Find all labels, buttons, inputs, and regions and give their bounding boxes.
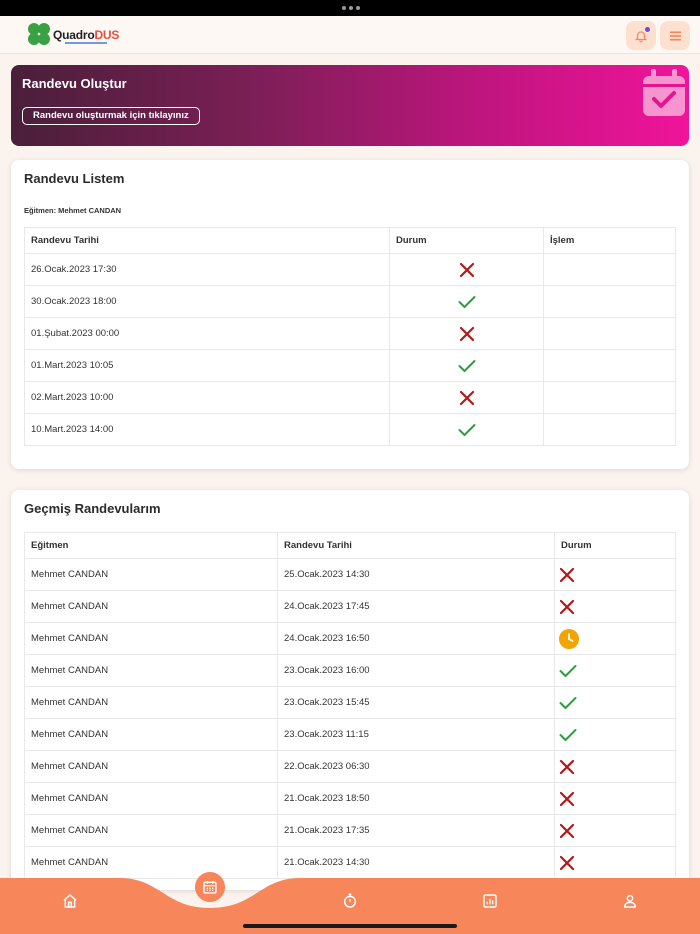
notifications-button[interactable] xyxy=(626,21,656,50)
cross-icon xyxy=(559,759,575,775)
appointment-action[interactable] xyxy=(544,382,676,414)
trainer-name: Mehmet CANDAN xyxy=(25,847,278,879)
cross-icon xyxy=(559,567,575,583)
appointment-date: 23.Ocak.2023 15:45 xyxy=(278,687,555,719)
cross-icon xyxy=(559,599,575,615)
trainer-name: Mehmet CANDAN xyxy=(25,687,278,719)
table-row xyxy=(25,591,676,623)
table-row xyxy=(25,847,676,879)
appointment-list-title: Randevu Listem xyxy=(24,171,125,186)
status-bar xyxy=(0,0,700,16)
cross-icon xyxy=(459,262,475,278)
logo-text-a: Quadro xyxy=(53,28,95,42)
table-row xyxy=(25,655,676,687)
trainer-line: Eğitmen: Mehmet CANDAN xyxy=(24,206,122,215)
create-appointment-button[interactable]: Randevu oluşturmak için tıklayınız xyxy=(22,107,200,125)
appointment-status xyxy=(390,254,544,286)
home-icon xyxy=(62,893,78,909)
nav-profile[interactable] xyxy=(616,887,644,915)
table-row[interactable] xyxy=(25,254,676,286)
appointment-date: 23.Ocak.2023 16:00 xyxy=(278,655,555,687)
cross-icon xyxy=(559,855,575,871)
appointment-date: 26.Ocak.2023 17:30 xyxy=(25,254,390,286)
appointment-date: 01.Şubat.2023 00:00 xyxy=(25,318,390,350)
check-icon xyxy=(559,696,577,710)
appointment-status xyxy=(555,719,676,751)
table-row xyxy=(25,559,676,591)
trainer-name: Mehmet CANDAN xyxy=(25,623,278,655)
appointment-action[interactable] xyxy=(544,318,676,350)
past-appointments-card xyxy=(11,490,689,890)
home-indicator[interactable] xyxy=(243,924,457,928)
table-row[interactable] xyxy=(25,318,676,350)
appointment-status xyxy=(555,815,676,847)
calendar-icon xyxy=(202,879,218,895)
appointment-date: 23.Ocak.2023 11:15 xyxy=(278,719,555,751)
check-icon xyxy=(458,423,476,437)
cross-icon xyxy=(559,791,575,807)
appointment-status xyxy=(555,623,676,655)
check-icon xyxy=(458,359,476,373)
table-header-row xyxy=(25,228,676,254)
table-header-row xyxy=(25,533,676,559)
check-icon xyxy=(559,664,577,678)
appointment-date: 21.Ocak.2023 17:35 xyxy=(278,815,555,847)
appointment-date: 21.Ocak.2023 18:50 xyxy=(278,783,555,815)
user-icon xyxy=(622,893,638,909)
nav-calendar[interactable] xyxy=(195,872,225,902)
table-row xyxy=(25,815,676,847)
check-icon xyxy=(559,728,577,742)
table-row xyxy=(25,719,676,751)
appointment-date: 30.Ocak.2023 18:00 xyxy=(25,286,390,318)
appointment-action[interactable] xyxy=(544,350,676,382)
appointment-action[interactable] xyxy=(544,414,676,446)
appointment-list-table xyxy=(24,227,676,446)
create-appointment-banner xyxy=(11,65,689,146)
hamburger-icon xyxy=(669,30,682,42)
clock-icon xyxy=(559,629,579,649)
appointment-status xyxy=(555,655,676,687)
table-row xyxy=(25,783,676,815)
logo-text xyxy=(53,28,119,42)
table-row[interactable] xyxy=(25,286,676,318)
logo-tagline xyxy=(65,42,107,44)
appointment-date: 21.Ocak.2023 14:30 xyxy=(278,847,555,879)
trainer-name: Mehmet CANDAN xyxy=(25,751,278,783)
appointment-action[interactable] xyxy=(544,286,676,318)
appointment-status xyxy=(390,382,544,414)
logo-text-b: DUS xyxy=(94,28,120,42)
appointment-status xyxy=(390,286,544,318)
nav-home[interactable] xyxy=(56,887,84,915)
cross-icon xyxy=(459,326,475,342)
table-row xyxy=(25,623,676,655)
col-date: Randevu Tarihi xyxy=(25,228,390,254)
calendar-check-icon xyxy=(641,68,687,118)
appointment-date: 24.Ocak.2023 16:50 xyxy=(278,623,555,655)
appointment-status xyxy=(555,847,676,879)
appointment-date: 25.Ocak.2023 14:30 xyxy=(278,559,555,591)
table-row[interactable] xyxy=(25,414,676,446)
appointment-status xyxy=(555,687,676,719)
past-appointments-title: Geçmiş Randevularım xyxy=(24,501,161,516)
multitask-dots[interactable] xyxy=(342,6,360,10)
appointment-status xyxy=(555,751,676,783)
cross-icon xyxy=(559,823,575,839)
table-row[interactable] xyxy=(25,350,676,382)
menu-button[interactable] xyxy=(660,21,690,50)
col-status: Durum xyxy=(390,228,544,254)
appointment-date: 24.Ocak.2023 17:45 xyxy=(278,591,555,623)
stopwatch-icon xyxy=(342,893,358,909)
check-icon xyxy=(458,295,476,309)
col-date: Randevu Tarihi xyxy=(278,533,555,559)
appointment-date: 01.Mart.2023 10:05 xyxy=(25,350,390,382)
appointment-status xyxy=(390,318,544,350)
appointment-status xyxy=(390,414,544,446)
banner-title: Randevu Oluştur xyxy=(22,76,127,91)
trainer-name: Mehmet CANDAN xyxy=(25,719,278,751)
appointment-date: 22.Ocak.2023 06:30 xyxy=(278,751,555,783)
table-row xyxy=(25,751,676,783)
trainer-name: Mehmet CANDAN xyxy=(25,815,278,847)
nav-stats[interactable] xyxy=(476,887,504,915)
appointment-date: 10.Mart.2023 14:00 xyxy=(25,414,390,446)
cross-icon xyxy=(459,390,475,406)
app-header xyxy=(0,16,700,54)
nav-timer[interactable] xyxy=(336,887,364,915)
chart-icon xyxy=(482,893,498,909)
appointment-status xyxy=(390,350,544,382)
clover-icon xyxy=(28,23,52,47)
trainer-name: Mehmet CANDAN xyxy=(25,591,278,623)
col-status: Durum xyxy=(555,533,676,559)
appointment-status xyxy=(555,559,676,591)
past-appointments-table xyxy=(24,532,676,879)
table-row[interactable] xyxy=(25,382,676,414)
logo[interactable] xyxy=(28,21,119,49)
trainer-name: Mehmet CANDAN xyxy=(25,655,278,687)
trainer-name: Mehmet CANDAN xyxy=(25,559,278,591)
appointment-action[interactable] xyxy=(544,254,676,286)
appointment-date: 02.Mart.2023 10:00 xyxy=(25,382,390,414)
table-row xyxy=(25,687,676,719)
appointment-status xyxy=(555,591,676,623)
notification-dot xyxy=(645,27,650,32)
trainer-name: Mehmet CANDAN xyxy=(25,783,278,815)
col-trainer: Eğitmen xyxy=(25,533,278,559)
appointment-list-card xyxy=(11,160,689,469)
appointment-status xyxy=(555,783,676,815)
col-action: İşlem xyxy=(544,228,676,254)
